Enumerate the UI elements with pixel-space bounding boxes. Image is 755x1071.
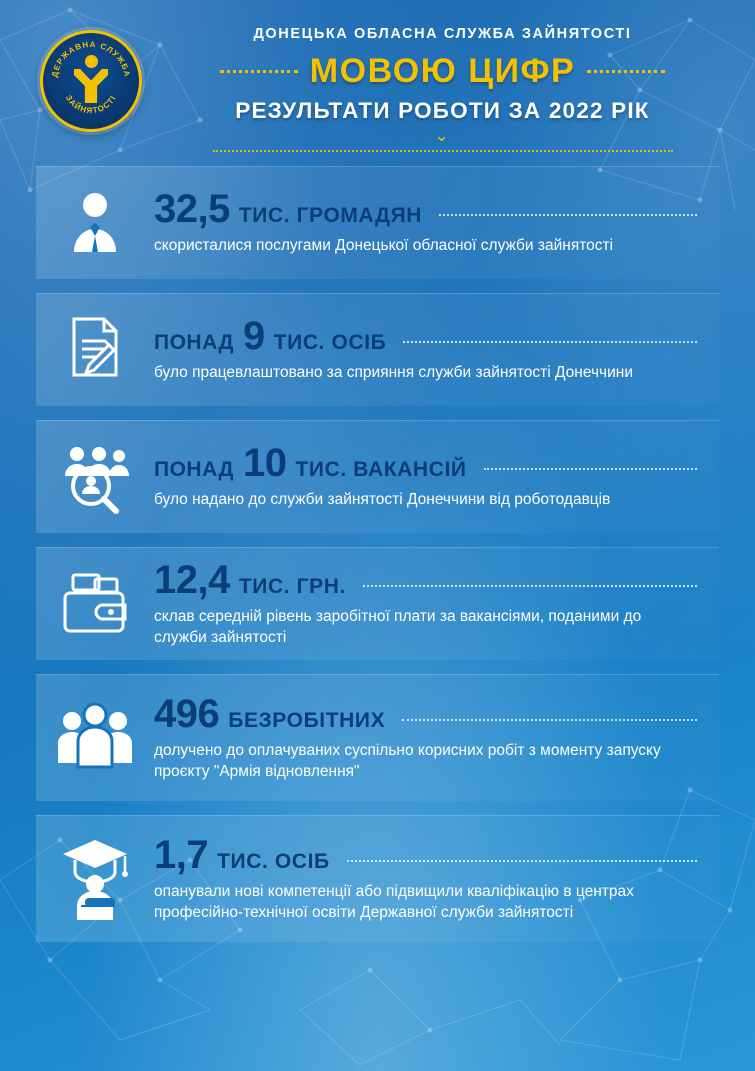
header — [0, 0, 755, 160]
header-divider-dots — [213, 150, 673, 152]
stat-number: 9 — [243, 314, 265, 359]
people-magnifier-icon — [36, 421, 154, 533]
page-subtitle: РЕЗУЛЬТАТИ РОБОТИ ЗА 2022 РІК — [235, 98, 650, 123]
stat-prefix: ПОНАД — [154, 331, 234, 355]
title-dots-left — [220, 70, 298, 73]
logo-figure-icon — [68, 55, 114, 107]
leader-dots — [402, 719, 697, 721]
stat-text — [154, 316, 719, 384]
stat-row — [36, 166, 719, 279]
stat-row — [36, 420, 719, 533]
stat-description: долучено до оплачуваних суспільно корисних робіт з моменту запуску проєкту "Армія відновлення" — [154, 741, 661, 780]
stat-unit: ТИС. ВАКАНСІЙ — [295, 458, 467, 482]
stat-text — [154, 557, 719, 648]
stat-number: 496 — [154, 691, 220, 736]
leader-dots — [347, 860, 697, 862]
stat-row — [36, 547, 719, 660]
chevron-down-icon: ⌄ — [434, 126, 451, 145]
stat-description: опанували нові компетенції або підвищили кваліфікацію в центрах професійно-технічної освіти Державної служби зайнятості — [154, 882, 634, 921]
stat-unit: БЕЗРОБІТНИХ — [228, 708, 386, 732]
leader-dots — [403, 341, 697, 343]
stat-unit: ТИС. ГРН. — [238, 574, 346, 598]
leader-dots — [484, 468, 697, 470]
stat-text — [154, 443, 719, 511]
logo-ring-top-text: ДЕРЖАВНА СЛУЖБА — [50, 39, 132, 79]
stat-description: було працевлаштовано за сприяння служби зайнятості Донеччини — [154, 364, 633, 382]
stat-description: було надано до служби зайнятості Донеччини від роботодавців — [154, 491, 611, 509]
stat-unit: ТИС. ОСІБ — [217, 849, 330, 873]
page-title: МОВОЮ ЦИФР — [309, 52, 576, 90]
stat-unit: ТИС. ГРОМАДЯН — [238, 204, 423, 228]
stat-description: склав середній рівень заробітної плати за вакансіями, поданими до служби зайнятості — [154, 607, 642, 646]
stat-rows — [0, 160, 755, 942]
stat-number: 32,5 — [154, 187, 230, 232]
logo-ring-bottom-text: ЗАЙНЯТОСТІ — [63, 93, 119, 116]
wallet-with-money-icon — [36, 548, 154, 660]
stat-unit: ТИС. ОСІБ — [273, 331, 387, 355]
stat-number: 10 — [243, 441, 287, 486]
stat-number: 12,4 — [154, 557, 230, 602]
stat-text — [154, 691, 719, 782]
leader-dots — [363, 585, 697, 587]
stat-row — [36, 293, 719, 406]
document-with-pen-icon — [36, 294, 154, 406]
stat-text — [154, 832, 719, 923]
stat-text — [154, 189, 719, 257]
stat-row — [36, 815, 719, 942]
person-in-suit-icon — [36, 167, 154, 279]
graduate-with-diploma-icon — [36, 816, 154, 942]
title-dots-right — [587, 70, 665, 73]
stat-description: скористалися послугами Донецької обласної служби зайнятості — [154, 237, 614, 255]
stat-prefix: ПОНАД — [154, 458, 234, 482]
leader-dots — [439, 214, 697, 216]
group-of-people-icon — [36, 675, 154, 801]
stat-row — [36, 674, 719, 801]
stat-number: 1,7 — [154, 832, 209, 877]
organization-name: ДОНЕЦЬКА ОБЛАСНА СЛУЖБА ЗАЙНЯТОСТІ — [253, 26, 632, 42]
logo-state-employment-service — [40, 30, 142, 132]
